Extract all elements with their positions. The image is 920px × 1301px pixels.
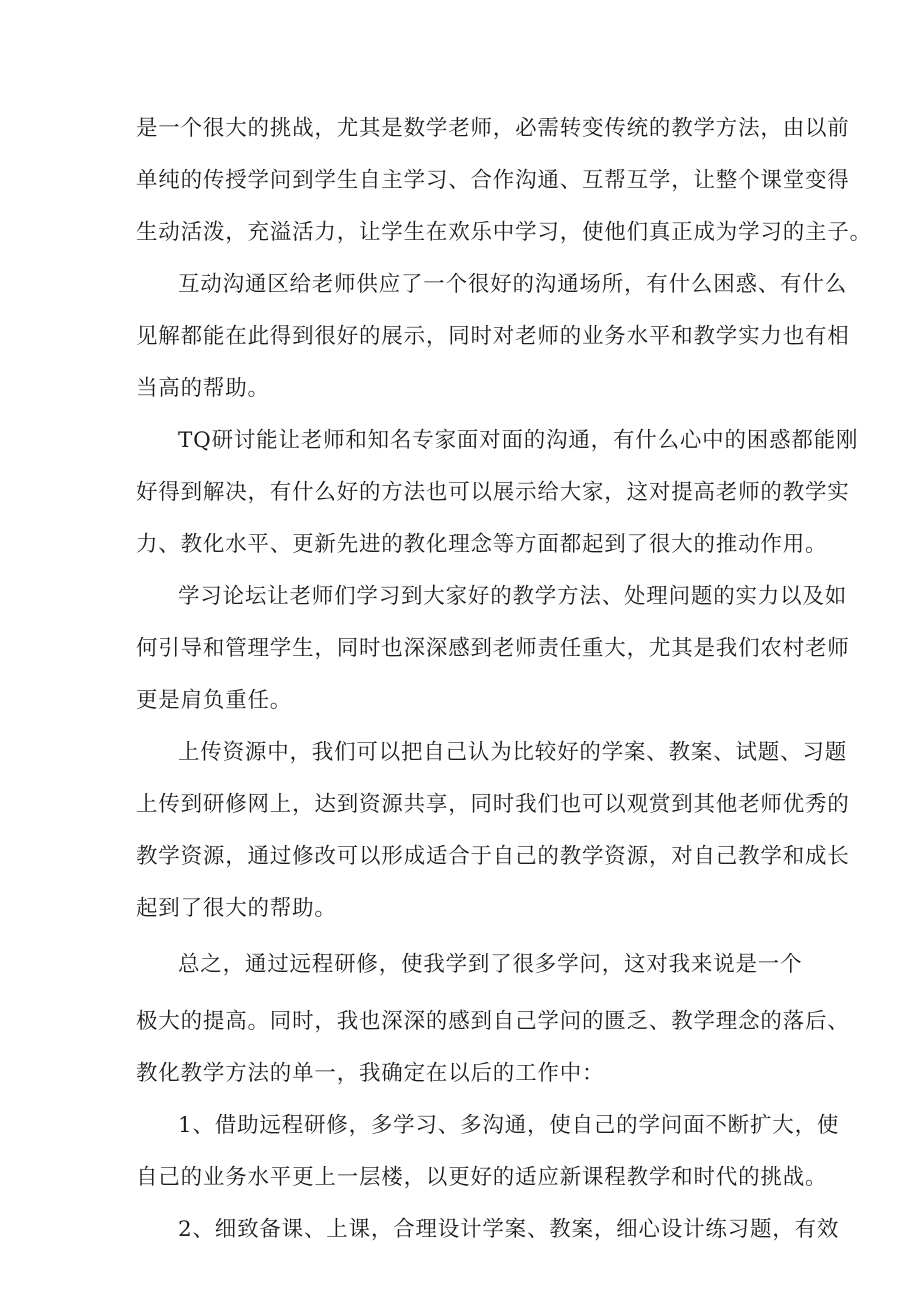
- paragraph-5-line-4: 起到了很大的帮助。: [136, 896, 337, 921]
- paragraph-6-line-1: 总之，通过远程研修，使我学到了很多学问，这对我来说是一个: [178, 952, 803, 977]
- paragraph-2-line-2: 见解都能在此得到很好的展示，同时对老师的业务水平和教学实力也有相: [136, 324, 850, 349]
- paragraph-6-line-2: 极大的提高。同时，我也深深的感到自己学问的匮乏、教学理念的落后、: [136, 1009, 850, 1034]
- paragraph-5-line-1: 上传资源中，我们可以把自己认为比较好的学案、教案、试题、习题: [178, 740, 848, 765]
- paragraph-1-line-2: 单纯的传授学问到学生自主学习、合作沟通、互帮互学，让整个课堂变得: [136, 168, 850, 193]
- paragraph-6-line-3: 教化教学方法的单一，我确定在以后的工作中：: [136, 1061, 605, 1086]
- paragraph-3-line-2: 好得到解决，有什么好的方法也可以展示给大家，这对提高老师的教学实: [136, 480, 850, 505]
- paragraph-3-line-3: 力、教化水平、更新先进的教化理念等方面都起到了很大的推动作用。: [136, 532, 828, 557]
- paragraph-7-line-1: 1、借助远程研修，多学习、多沟通，使自己的学问面不断扩大，使: [178, 1113, 840, 1138]
- paragraph-1-line-3: 生动活泼，充溢活力，让学生在欢乐中学习，使他们真正成为学习的主子。: [136, 220, 872, 245]
- paragraph-2-line-1: 互动沟通区给老师供应了一个很好的沟通场所，有什么困惑、有什么: [178, 272, 848, 297]
- paragraph-3-line-1: TQ研讨能让老师和知名专家面对面的沟通，有什么心中的困惑都能刚: [178, 428, 859, 453]
- paragraph-5-line-2: 上传到研修网上，达到资源共享，同时我们也可以观赏到其他老师优秀的: [136, 792, 850, 817]
- paragraph-5-line-3: 教学资源，通过修改可以形成适合于自己的教学资源，对自己教学和成长: [136, 844, 850, 869]
- paragraph-4-line-1: 学习论坛让老师们学习到大家好的教学方法、处理问题的实力以及如: [178, 584, 848, 609]
- paragraph-7-line-2: 自己的业务水平更上一层楼，以更好的适应新课程教学和时代的挑战。: [136, 1165, 828, 1190]
- paragraph-4-line-3: 更是肩负重任。: [136, 688, 293, 713]
- paragraph-1-line-1: 是一个很大的挑战，尤其是数学老师，必需转变传统的教学方法，由以前: [136, 116, 850, 141]
- paragraph-8-line-1: 2、细致备课、上课，合理设计学案、教案，细心设计练习题，有效: [178, 1217, 840, 1242]
- paragraph-4-line-2: 何引导和管理学生，同时也深深感到老师责任重大，尤其是我们农村老师: [136, 636, 850, 661]
- paragraph-2-line-3: 当高的帮助。: [136, 376, 270, 401]
